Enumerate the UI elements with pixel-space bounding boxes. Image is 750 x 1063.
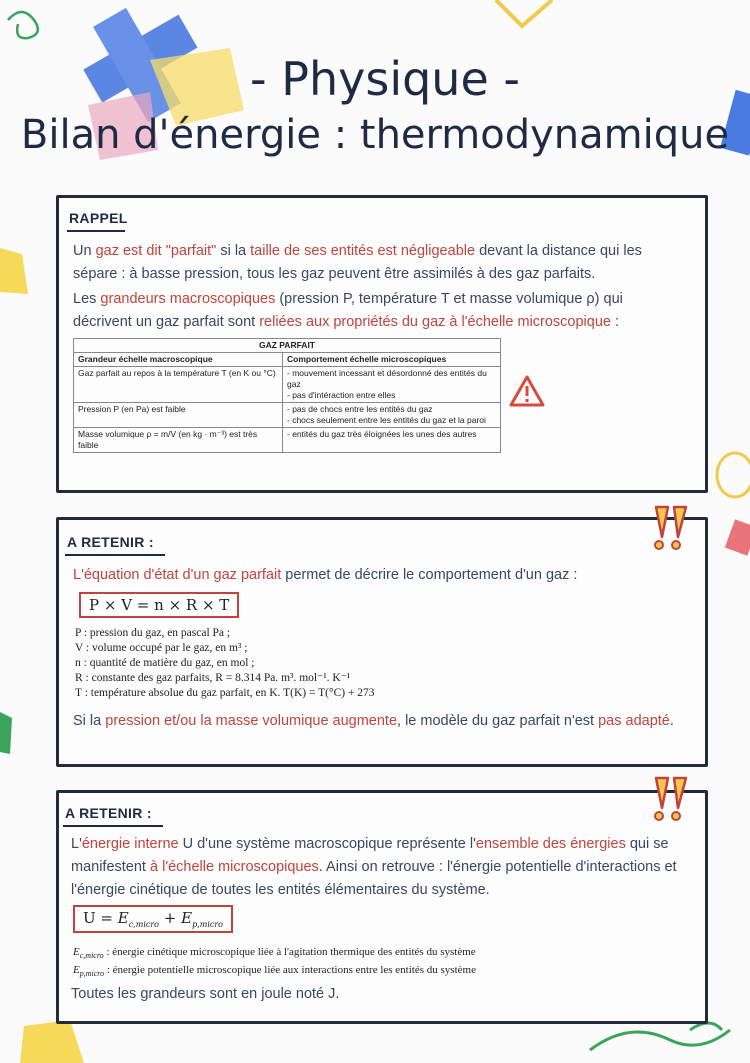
definition-line: P : pression du gaz, en pascal Pa ;: [75, 627, 231, 639]
retenir1-paragraph-1: L'équation d'état d'un gaz parfait permet de décrire le comportement d'un gaz :: [73, 567, 578, 583]
definition-line: $E_{c,micro}$ : énergie cinétique microscopique liée à l'agitation thermique des entités du système: [73, 946, 476, 961]
retenir-box-1: [56, 517, 708, 767]
double-exclamation-icon: [648, 503, 692, 553]
retenir-header: A RETENIR :: [65, 805, 152, 821]
internal-energy-equation: $U = E_{c,micro} + E_{p,micro}$: [73, 905, 233, 933]
retenir2-paragraph-2: Toutes les grandeurs sont en joule noté J.: [71, 986, 340, 1002]
gaz-parfait-table: [73, 338, 501, 453]
page-title: - Physique -: [250, 52, 520, 106]
table-row: [74, 367, 501, 403]
table-header: Grandeur échelle macroscopique: [74, 353, 283, 367]
rappel-box: [56, 195, 708, 493]
table-caption: GAZ PARFAIT: [74, 339, 501, 353]
table-cell: Gaz parfait au repos à la température T (en K ou °C): [74, 367, 283, 403]
table-cell: - pas de chocs entre les entités du gaz - chocs seulement entre les entités du gaz et la paroi: [283, 403, 501, 428]
variable-definitions: [75, 626, 685, 701]
table-row: [74, 428, 501, 453]
warning-icon: [509, 374, 545, 408]
rappel-paragraph-1: Un gaz est dit "parfait" si la taille de ses entités est négligeable devant la distance qui les sépare : à basse pression, tous les gaz peuvent être assimilés à des gaz parfaits.: [73, 243, 642, 282]
retenir-box-2: [56, 790, 708, 1024]
table-header: Comportement échelle microscopiques: [283, 353, 501, 367]
page-subtitle: Bilan d'énergie : thermodynamique: [20, 112, 730, 158]
definition-line: V : volume occupé par le gaz, en m³ ;: [75, 642, 248, 654]
rappel-paragraph-2: Les grandeurs macroscopiques (pression P, température T et masse volumique ρ) qui décrivent un gaz parfait sont reliées aux propriétés du gaz à l'échelle microscopique :: [73, 291, 623, 330]
retenir-underline: [63, 825, 163, 827]
definition-line: T : température absolue du gaz parfait, en K. T(K) = T(°C) + 273: [75, 687, 375, 699]
table-cell: Pression P (en Pa) est faible: [74, 403, 283, 428]
energy-definitions: [73, 945, 693, 981]
definition-line: $E_{p,micro}$ : énergie potentielle microscopique liée aux interactions entre les entités du système: [73, 964, 476, 979]
retenir-header: A RETENIR :: [67, 534, 154, 550]
retenir-underline: [65, 554, 165, 556]
retenir1-paragraph-2: Si la pression et/ou la masse volumique augmente, le modèle du gaz parfait n'est pas adapté.: [73, 713, 674, 729]
table-cell: Masse volumique ρ = m/V (en kg · m⁻³) est très faible: [74, 428, 283, 453]
double-exclamation-icon: [648, 774, 692, 824]
definition-line: n : quantité de matière du gaz, en mol ;: [75, 657, 255, 669]
definition-line: R : constante des gaz parfaits, R = 8.314 Pa. m³. mol⁻¹. K⁻¹: [75, 672, 351, 684]
rappel-header: RAPPEL: [69, 210, 128, 226]
table-cell: - entités du gaz très éloignées les unes des autres: [283, 428, 501, 453]
retenir2-paragraph-1: L'énergie interne U d'une système macroscopique représente l'ensemble des énergies qui se manifestent à l'échelle microscopiques. Ainsi on retrouve : l'énergie potentielle d'interactions et l'énergie cinétique de toutes les entités élémentaires du système.: [71, 836, 677, 898]
table-cell: - mouvement incessant et désordonné des entités du gaz - pas d'intéraction entre elles: [283, 367, 501, 403]
gas-law-equation: P × V = n × R × T: [79, 592, 239, 618]
rappel-underline: [67, 230, 125, 232]
table-row: [74, 403, 501, 428]
